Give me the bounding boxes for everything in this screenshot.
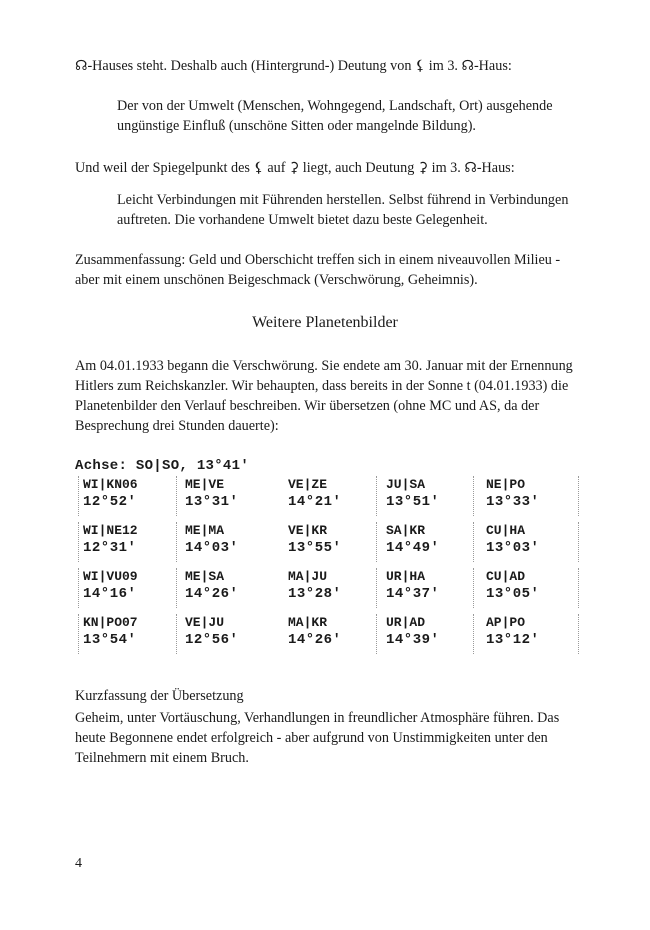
degree-value: 13°05'	[486, 586, 540, 602]
planet-picture-cell	[481, 568, 582, 604]
fortune-symbol-icon: ⚸	[253, 160, 264, 176]
summary-text: Geheim, unter Vortäuschung, Verhandlungen in freundlicher Atmosphäre führen. Das heute Begonnene endet erfolgreich - aber aufgrund von Unstimmigkeiten unter den Teilnehmern mit einem Bruch.	[75, 710, 560, 766]
planet-pair: ME|MA	[185, 523, 225, 538]
planet-pair: UR|AD	[386, 615, 426, 630]
planet-pair: UR|HA	[386, 569, 426, 584]
grid-row	[78, 568, 588, 614]
planet-pair: KN|PO07	[83, 615, 138, 630]
degree-value: 13°55'	[288, 540, 342, 556]
degree-value: 13°03'	[486, 540, 540, 556]
planet-pair: WI|VU09	[83, 569, 138, 584]
mirror-text-5: -Haus:	[476, 160, 515, 176]
planet-pair: WI|KN06	[83, 477, 138, 492]
planet-picture-cell	[283, 522, 384, 558]
planet-pair: MA|JU	[288, 569, 328, 584]
planet-picture-cell	[283, 614, 384, 650]
degree-value: 14°26'	[288, 632, 342, 648]
mirror-text-2: auf	[267, 160, 286, 176]
degree-value: 14°16'	[83, 586, 137, 602]
page-number: 4	[75, 856, 82, 871]
planet-pair: SA|KR	[386, 523, 426, 538]
grid-row	[78, 522, 588, 568]
planet-pair: MA|KR	[288, 615, 328, 630]
planet-picture-cell	[381, 568, 482, 604]
body-paragraph: Am 04.01.1933 begann die Verschwörung. Sie endete am 30. Januar mit der Ernennung Hitlers zum Reichskanzler. Wir behaupten, dass bereits in der Sonne t (04.01.1933) die Planetenbilder den Verlauf beschreiben. Wir übersetzen (ohne MC und AS, da der Besprechung drei Stunden dauerte):	[75, 358, 573, 434]
planet-pair: CU|HA	[486, 523, 526, 538]
planet-picture-cell	[78, 568, 179, 604]
planet-pair: NE|PO	[486, 477, 526, 492]
planet-pictures-grid	[78, 476, 588, 660]
planet-picture-cell	[78, 476, 179, 512]
axis-label: Achse: SO|SO, 13°41'	[75, 458, 250, 474]
planet-pair: ME|VE	[185, 477, 225, 492]
degree-value: 14°03'	[185, 540, 239, 556]
mirror-text-3: liegt, auch Deutung	[302, 160, 415, 176]
node-symbol-icon: ☊	[464, 160, 477, 176]
degree-value: 12°31'	[83, 540, 137, 556]
planet-picture-cell	[78, 614, 179, 650]
planet-picture-cell	[180, 614, 281, 650]
intro-text-2: im 3.	[428, 58, 458, 74]
intro-text-1: -Hauses steht. Deshalb auch (Hintergrund-) Deutung von	[87, 58, 412, 74]
planet-picture-cell	[481, 476, 582, 512]
degree-value: 13°31'	[185, 494, 239, 510]
planet-picture-cell	[381, 614, 482, 650]
mirror-symbol-icon: ⚳	[417, 160, 429, 176]
planet-picture-cell	[283, 476, 384, 512]
mirror-text-4: im 3.	[431, 160, 461, 176]
planet-pair: ME|SA	[185, 569, 225, 584]
mirror-point-line	[75, 158, 581, 178]
planet-picture-cell	[381, 522, 482, 558]
intro-line	[75, 56, 581, 76]
planet-picture-cell	[78, 522, 179, 558]
planet-pair: VE|KR	[288, 523, 328, 538]
planet-pair: AP|PO	[486, 615, 526, 630]
degree-value: 13°12'	[486, 632, 540, 648]
summary-heading: Kurzfassung der Übersetzung	[75, 688, 244, 704]
section-title: Weitere Planetenbilder	[252, 314, 398, 331]
planet-picture-cell	[481, 614, 582, 650]
mirror-symbol-icon: ⚳	[288, 160, 300, 176]
degree-value: 14°39'	[386, 632, 440, 648]
planet-picture-cell	[283, 568, 384, 604]
planet-picture-cell	[481, 522, 582, 558]
grid-row	[78, 476, 588, 522]
degree-value: 12°52'	[83, 494, 137, 510]
degree-value: 14°26'	[185, 586, 239, 602]
degree-value: 14°37'	[386, 586, 440, 602]
planet-picture-cell	[180, 476, 281, 512]
node-symbol-icon: ☊	[461, 58, 474, 74]
degree-value: 13°54'	[83, 632, 137, 648]
degree-value: 13°28'	[288, 586, 342, 602]
fortune-symbol-icon: ⚸	[414, 58, 426, 74]
degree-value: 13°51'	[386, 494, 440, 510]
planet-pair: JU|SA	[386, 477, 426, 492]
degree-value: 14°49'	[386, 540, 440, 556]
degree-value: 14°21'	[288, 494, 342, 510]
planet-pair: WI|NE12	[83, 523, 138, 538]
planet-picture-cell	[180, 568, 281, 604]
mirror-text-1: Und weil der Spiegelpunkt des	[75, 160, 250, 176]
quote-leadership: Leicht Verbindungen mit Führenden herstellen. Selbst führend in Verbindungen auftreten. Die vorhandene Umwelt bietet dazu beste Gelegenheit.	[117, 192, 569, 228]
node-symbol-icon: ☊	[75, 58, 88, 74]
degree-value: 12°56'	[185, 632, 239, 648]
planet-pair: CU|AD	[486, 569, 526, 584]
degree-value: 13°33'	[486, 494, 540, 510]
quote-environment: Der von der Umwelt (Menschen, Wohngegend, Landschaft, Ort) ausgehende ungünstige Einfluß (unschöne Sitten oder mangelnde Bildung).	[117, 98, 553, 134]
planet-pair: VE|ZE	[288, 477, 328, 492]
summary-intro: Zusammenfassung: Geld und Oberschicht treffen sich in einem niveauvollen Milieu - aber mit einem unschönen Beigeschmack (Verschwörung, Geheimnis).	[75, 252, 561, 288]
intro-text-3: -Haus:	[473, 58, 512, 74]
planet-picture-cell	[180, 522, 281, 558]
grid-row	[78, 614, 588, 660]
planet-pair: VE|JU	[185, 615, 225, 630]
planet-picture-cell	[381, 476, 482, 512]
